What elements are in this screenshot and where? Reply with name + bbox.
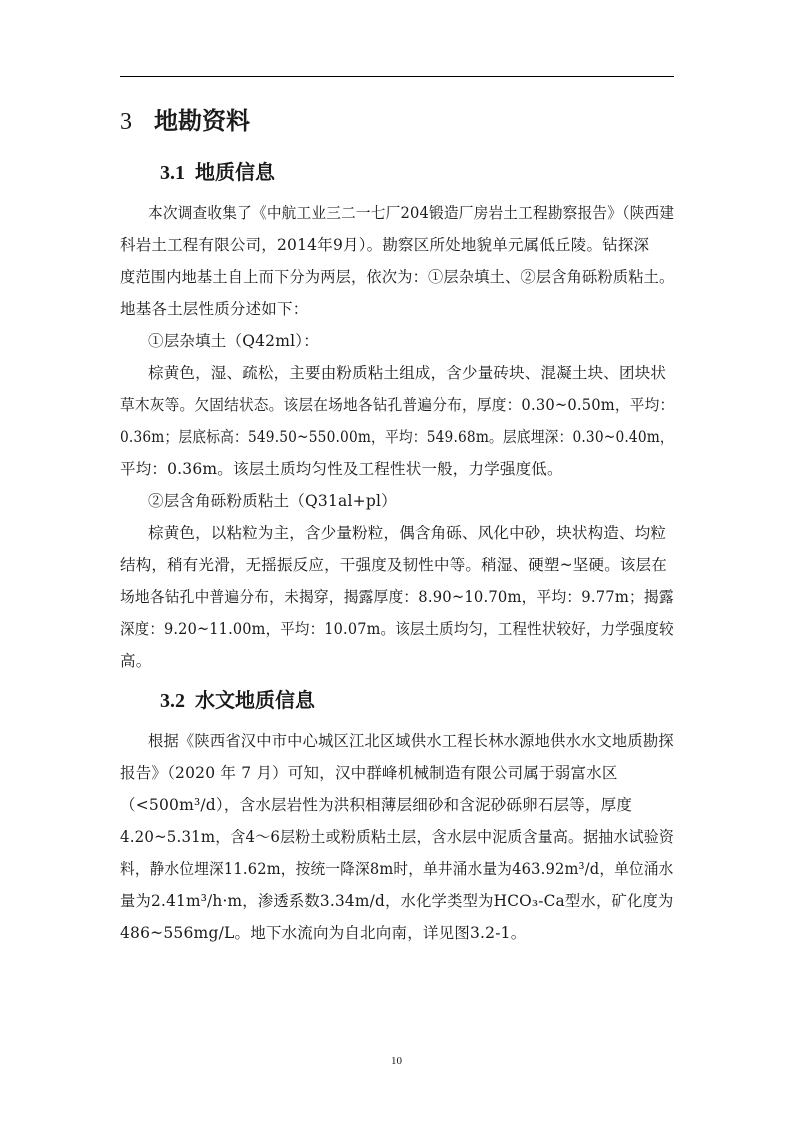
paragraph-line: （<500m³/d），含水层岩性为洪积相薄层细砂和含泥砂砾卵石层等，厚度 [120, 796, 633, 814]
section-heading-3-2 [160, 684, 315, 713]
paragraph-line: 根据《陕西省汉中市中心城区江北区域供水工程长林水源地供水水文地质勘探 [148, 732, 674, 750]
chapter-number: 3 [120, 109, 132, 135]
section-number: 3.2 [160, 690, 185, 712]
paragraph-line: 结构，稍有光滑，无摇振反应，干强度及韧性中等。稍湿、硬塑~坚硬。该层在 [120, 556, 667, 574]
paragraph-line: 4.20~5.31m，含4～6层粉土或粉质粘土层，含水层中泥质含量高。据抽水试验资 [120, 828, 675, 846]
paragraph-line: 度范围内地基土自上而下分为两层，依次为：①层杂填土、②层含角砾粉质粘土。 [120, 268, 675, 286]
section-title: 水文地质信息 [195, 688, 315, 712]
section-heading-3-1 [160, 156, 275, 185]
paragraph-line: 本次调查收集了《中航工业三二一七厂204锻造厂房岩土工程勘察报告》（陕西建 [148, 204, 675, 222]
paragraph-line: 平均：0.36m。该层土质均匀性及工程性状一般，力学强度低。 [120, 460, 563, 478]
section-number: 3.1 [160, 162, 185, 184]
paragraph-line: 报告》（2020 年 7 月）可知，汉中群峰机械制造有限公司属于弱富水区 [120, 764, 618, 782]
section-title: 地质信息 [195, 160, 275, 184]
paragraph-line: ①层杂填土（Q42ml）： [148, 332, 319, 350]
paragraph-line: 0.36m；层底标高：549.50~550.00m，平均：549.68m。层底埋深：0.30~0.40m， [120, 428, 674, 446]
page-number: 10 [391, 1055, 402, 1067]
paragraph-line: 草木灰等。欠固结状态。该层在场地各钻孔普遍分布，厚度：0.30~0.50m，平均： [120, 396, 675, 414]
paragraph-line: 地基各土层性质分述如下： [120, 300, 309, 318]
paragraph-line: 料，静水位埋深11.62m，按统一降深8m时，单井涌水量为463.92m³/d，单位涌水 [120, 860, 674, 878]
paragraph-line: 486~556mg/L。地下水流向为自北向南，详见图3.2-1。 [120, 924, 527, 942]
paragraph-line: 场地各钻孔中普遍分布，未揭穿，揭露厚度：8.90~10.70m，平均：9.77m；揭露 [120, 588, 674, 606]
header-rule [120, 76, 674, 77]
paragraph-line: 棕黄色，以粘粒为主，含少量粉粒，偶含角砾、风化中砂，块状构造、均粒 [148, 524, 667, 542]
paragraph-line: 科岩土工程有限公司，2014年9月）。勘察区所处地貌单元属低丘陵。钻探深 [120, 236, 650, 254]
chapter-heading [120, 101, 250, 136]
paragraph-line: 量为2.41m³/h·m，渗透系数3.34m/d，水化学类型为HCO₃-Ca型水，矿化度为 [120, 892, 674, 910]
paragraph-line: 高。 [120, 652, 152, 670]
paragraph-line: 深度：9.20~11.00m，平均：10.07m。该层土质均匀，工程性状较好，力学强度较 [120, 620, 674, 638]
paragraph-line: ②层含角砾粉质粘土（Q31al+pl） [148, 492, 397, 510]
paragraph-line: 棕黄色，湿、疏松，主要由粉质粘土组成，含少量砖块、混凝土块、团块状 [148, 364, 667, 382]
chapter-title: 地勘资料 [154, 107, 250, 135]
